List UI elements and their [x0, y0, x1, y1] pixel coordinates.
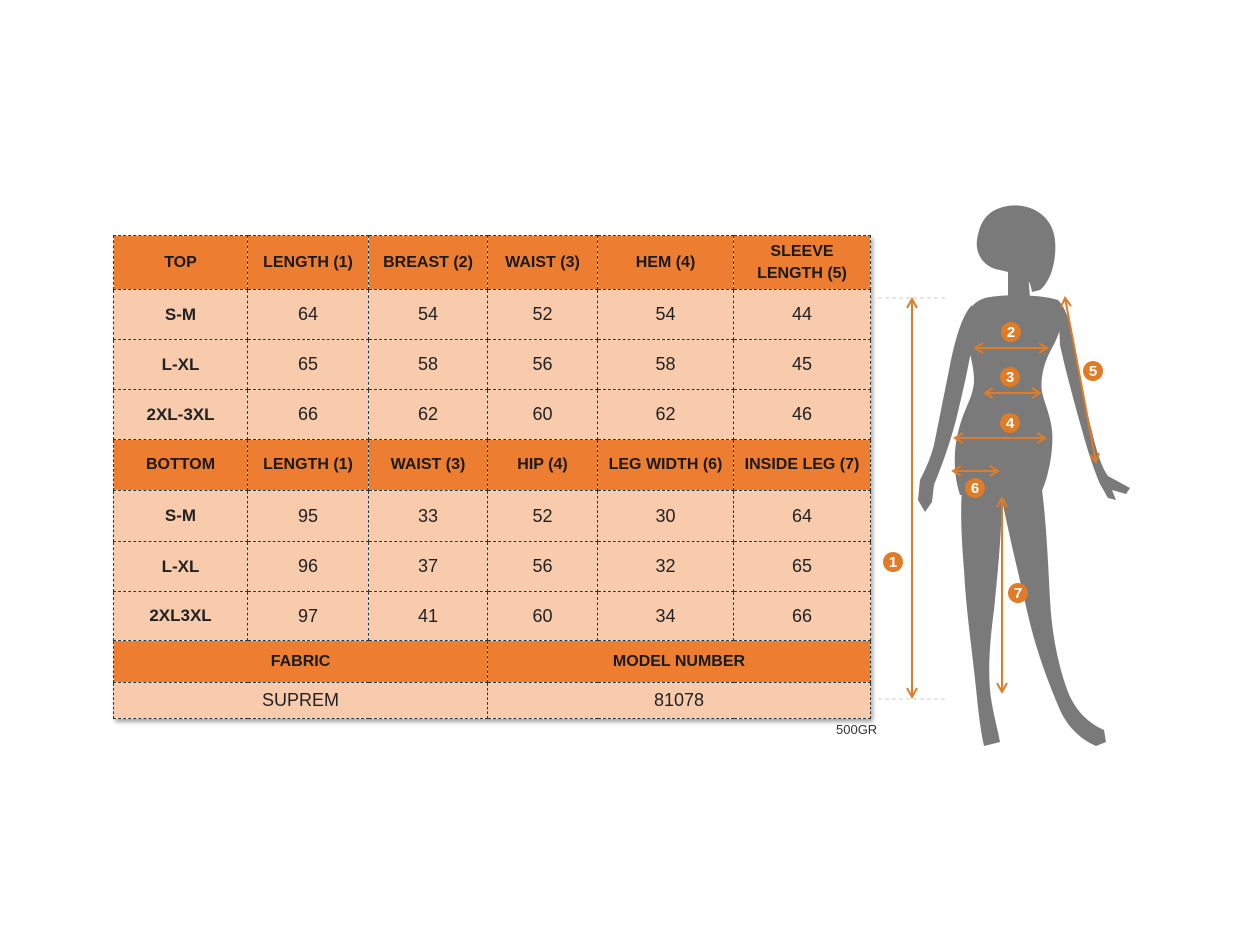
table-cell: 52 — [488, 290, 598, 340]
marker-1-label: 1 — [888, 554, 898, 571]
marker-3 — [1000, 367, 1020, 387]
table-row — [114, 290, 871, 340]
weight-note: 500GR — [836, 722, 878, 737]
table-cell: 62 — [369, 390, 488, 440]
table-cell: 46 — [734, 390, 871, 440]
size-label: L-XL — [114, 340, 248, 390]
table-row — [114, 542, 871, 592]
marker-1 — [883, 552, 903, 572]
table-row — [114, 390, 871, 440]
silhouette — [918, 205, 1130, 746]
top-header-size: TOP — [114, 236, 248, 290]
fabric-value: SUPREM — [114, 683, 488, 719]
size-label: L-XL — [114, 542, 248, 592]
info-header-row — [114, 641, 871, 683]
table-cell: 56 — [488, 340, 598, 390]
top-header-length: LENGTH (1) — [248, 236, 369, 290]
marker-2-label: 2 — [1006, 324, 1016, 341]
info-value-row — [114, 683, 871, 719]
table-cell: 58 — [598, 340, 734, 390]
marker-7 — [1008, 583, 1028, 603]
table-cell: 37 — [369, 542, 488, 592]
table-cell: 41 — [369, 592, 488, 641]
table-cell: 60 — [488, 390, 598, 440]
table-cell: 95 — [248, 491, 369, 542]
marker-3-label: 3 — [1005, 369, 1015, 386]
top-header-hem: HEM (4) — [598, 236, 734, 290]
table-cell: 66 — [248, 390, 369, 440]
table-row — [114, 340, 871, 390]
table-cell: 64 — [734, 491, 871, 542]
table-cell: 33 — [369, 491, 488, 542]
table-cell: 45 — [734, 340, 871, 390]
bottom-header-leg-width: LEG WIDTH (6) — [598, 440, 734, 491]
marker-2 — [1001, 322, 1021, 342]
size-label: 2XL3XL — [114, 592, 248, 641]
table-cell: 52 — [488, 491, 598, 542]
table-cell: 62 — [598, 390, 734, 440]
bottom-header-length: LENGTH (1) — [248, 440, 369, 491]
table-cell: 58 — [369, 340, 488, 390]
top-header-breast: BREAST (2) — [369, 236, 488, 290]
female-silhouette-icon — [870, 190, 1170, 760]
bottom-header-hip: HIP (4) — [488, 440, 598, 491]
size-label: S-M — [114, 290, 248, 340]
top-header-row — [114, 236, 871, 290]
table-cell: 60 — [488, 592, 598, 641]
table-cell: 65 — [248, 340, 369, 390]
marker-4 — [1000, 413, 1020, 433]
size-label: S-M — [114, 491, 248, 542]
table-cell: 64 — [248, 290, 369, 340]
table-row — [114, 592, 871, 641]
table-cell: 44 — [734, 290, 871, 340]
table-cell: 34 — [598, 592, 734, 641]
bottom-header-size: BOTTOM — [114, 440, 248, 491]
table-cell: 54 — [369, 290, 488, 340]
marker-6-label: 6 — [970, 480, 980, 497]
marker-5-label: 5 — [1088, 363, 1098, 380]
marker-4-label: 4 — [1005, 415, 1015, 432]
top-header-sleeve-length: SLEEVE LENGTH (5) — [734, 236, 871, 290]
top-header-waist: WAIST (3) — [488, 236, 598, 290]
size-label: 2XL-3XL — [114, 390, 248, 440]
model-number-value: 81078 — [488, 683, 871, 719]
bottom-header-row — [114, 440, 871, 491]
table-cell: 32 — [598, 542, 734, 592]
size-chart-table — [113, 235, 871, 719]
marker-6 — [965, 478, 985, 498]
table-cell: 66 — [734, 592, 871, 641]
marker-7-label: 7 — [1013, 585, 1023, 602]
table-cell: 54 — [598, 290, 734, 340]
model-number-header: MODEL NUMBER — [488, 641, 871, 683]
table-cell: 56 — [488, 542, 598, 592]
marker-5 — [1083, 361, 1103, 381]
fabric-header: FABRIC — [114, 641, 488, 683]
table-cell: 65 — [734, 542, 871, 592]
table-row — [114, 491, 871, 542]
bottom-header-inside-leg: INSIDE LEG (7) — [734, 440, 871, 491]
table-cell: 96 — [248, 542, 369, 592]
table-cell: 30 — [598, 491, 734, 542]
bottom-header-waist: WAIST (3) — [369, 440, 488, 491]
table-cell: 97 — [248, 592, 369, 641]
